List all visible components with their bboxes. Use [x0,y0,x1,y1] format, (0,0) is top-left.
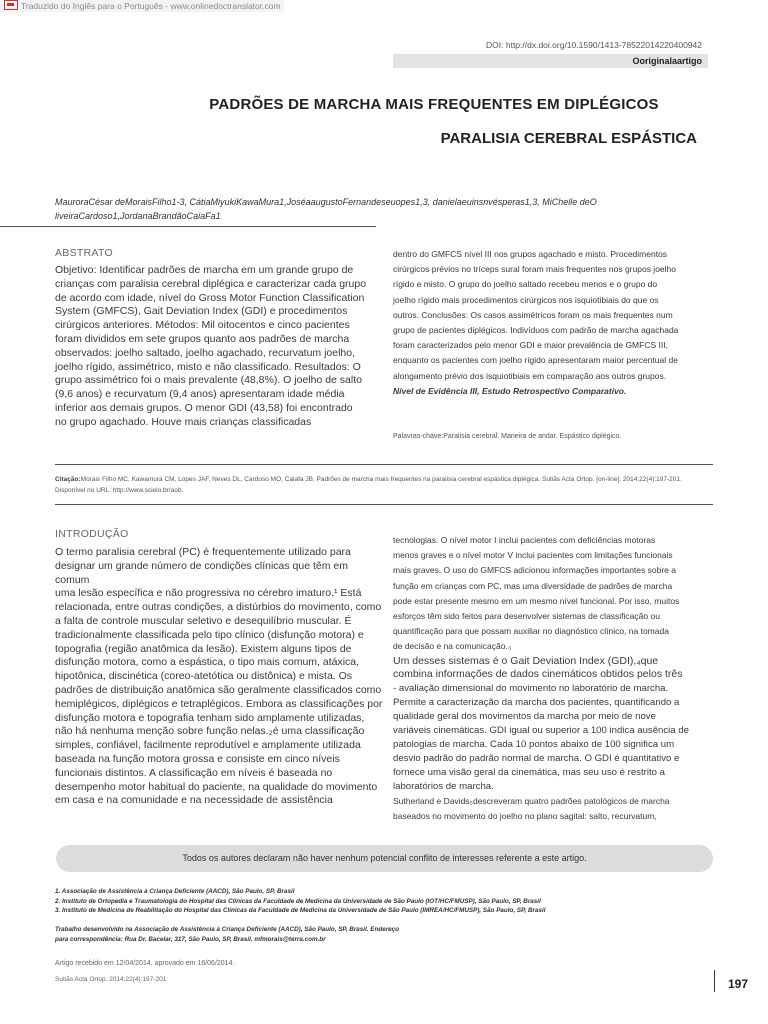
abstract-left-column: Objetivo: Identificar padrões de marcha em um grande grupo de crianças com paralisia cerebral diplégica e caracterizar cada grupo de acordo com idade, nível do Gross Motor Function Classification System (GMFCS), Gait Deviation Index (GDI) e procedimentos cirúrgicos anteriores. Métodos: Mil oitocentos e cinco pacientes foram divididos em sete grupos quanto aos padrões de marcha observados: joelho saltado, joelho agachado, recurvatum joelho, joelho rígido, assimétrico, misto e não classificado. Resultados: O grupo assimétrico foi o mais prevalente (48,8%). O joelho de salto (9,6 anos) e recurvatum (9,4 anos) apresentaram idade média inferior aos demais grupos. O menor GDI (43,58) foi encontrado no grupo agachado. Houve mais crianças classificadas [55,264,367,428]
abstract-rule-left [0,226,376,227]
intro-left-column: O termo paralisia cerebral (PC) é frequentemente utilizado para designar um grande número de condições clínicas que têm em comum uma lesão específica e não progressiva no cérebro imaturo.¹ Está relacionada, entre outras condições, a distúrbios do movimento, como a falta de controle muscular seletivo e desequilíbrio muscular. É tradicionalmente classificada pelo tipo clínico (disfunção motora) e topografia (região anatômica da lesão). Existem alguns tipos de disfunção motora, como a espástica, o tipo mais comum, atáxica, hipotônica, discinética (coreo-atetótica ou distônica) e mista. Os padrões de distribuição anatômica são geralmente classificados como hemiplégicos, diplégicos e tetraplégicos. Embora as classificações por disfunção motora e topografia tenham sido amplamente utilizadas, não há nenhuma menção sobre função nelas.₂é uma classificação simples, confiável, facilmente reprodutível e amplamente utilizada baseada na função motora grossa e consiste em cinco níveis funcionais distintos. A classificação em níveis é baseada no desempenho motor habitual do paciente, na qualidade do movimento em casa e na comunidade e na necessidade de assistência [55,546,383,807]
received-dates: Artigo recebido em 12/04/2014, aprovado em 16/06/2014. [55,960,235,967]
citation-rule-top [55,464,713,465]
doi-line: DOI: http://dx.doi.org/10.1590/1413-78522014220400942 [486,40,702,50]
citation-label: Citação: [55,476,81,483]
translator-text: Traduzido do Inglês para o Português - www.onlinedoctranslator.com [21,1,281,11]
intro-right-column [393,533,713,825]
abstract-right-column: dentro do GMFCS nível III nos grupos agachado e misto. Procedimentos cirúrgicos prévios no tríceps sural foram mais frequentes nos grupos joelho rígido e misto. O grupo do joelho saltado recebeu menos e o grupo do joelho rígido mais procedimentos cirúrgicos nos isquiotibiais do que os outros. Conclusões: Os casos assimétricos foram os mais frequentes num grupo de pacientes diplégicos. Indivíduos com padrão de marcha agachada foram caracterizados pelo menor GDI e maior prevalência de GMFCS III, enquanto os pacientes com joelho rígido apresentaram maior percentual de alongamento prévio dos isquiotibiais em comparação aos outros grupos. Nível de Evidência III, Estudo Retrospectivo Comparativo. [393,247,713,399]
citation [55,474,710,496]
affiliations: 1. Associação de Assistência à Criança Deficiente (AACD), São Paulo, SP, Brasil 2. Instituto de Ortopedia e Traumatologia do Hospital das Clínicas da Faculdade de Medicina da Universidade de São Paulo (IOT/HC/FMUSP), São Paulo, SP, Brasil 3. Instituto de Medicina de Reabilitação do Hospital das Clínicas da Faculdade de Medicina da Universidade de São Paulo (IMREA/HC/FMUSP), São Paulo, SP, Brasil [55,888,546,915]
evidence-level: Nível de Evidência III, Estudo Retrospectivo Comparativo. [393,385,627,396]
page-number: 197 [727,977,748,991]
article-type-bar [393,54,708,68]
work-address: Trabalho desenvolvido na Associação de Assistência à Criança Deficiente (AACD), São Paulo, SP, Brasil. Endereço para correspondência: Rua Dr. Bacelar, 317, São Paulo, SP, Brasil. mfmorais@terra.com.br [55,926,399,943]
intro-right-block-2: Um desses sistemas é o Gait Deviation Index (GDI),₄que combina informações de dados cinemáticos obtidos pelos três [393,654,683,681]
authors-line-1: MauroraCésar deMoraisFilho1-3, CátiaMiyukiKawaMura1,JoséaaugustoFernandeseuopes1,3, danielaeuinsnvésperas1,3, MiChelle deO [55,197,597,207]
citation-text: Morais Filho MC, Kawamura CM, Lopes JAF, Neves DL, Cardoso MO, Caiafa JB. Padrões de marcha mais frequentes na paralisia cerebral espástica diplégica. Sutiãs Acta Ortop. [on-line]. 2014;22(4):197-201. Disponível no URL: http://www.scielo.br/aob. [55,476,682,494]
citation-rule-bottom [55,504,713,505]
intro-right-block-1: tecnologias. O nível motor I inclui pacientes com deficiências motoras menos graves e o nível motor V inclui pacientes com limitações funcionais mais graves. O uso do GMFCS adicionou informações importantes sobre a função em crianças com PC, mas uma diversidade de padrões de marcha pode estar presente mesmo em um mesmo nível funcional. Por isso, muitos esforços têm sido feitos para desenvolver sistemas de classificação ou quantificação para que possam auxiliar no diagnóstico clínico, na tomada de decisão e na comunicação.₃ [393,535,680,652]
journal-ref: Sutiãs Acta Ortop. 2014;22(4):197-201 [55,976,167,983]
keywords: Palavras-chave:Paralisia cerebral. Maneira de andar. Espástico diplégico. [393,433,622,440]
article-type: Ooriginalaartigo [632,56,702,66]
title-line-1: PADRÕES DE MARCHA MAIS FREQUENTES EM DIPLÉGICOS [209,96,659,113]
authors [55,195,665,223]
translator-banner[interactable] [0,0,284,12]
intro-right-block-3: - avaliação dimensional do movimento no laboratório de marcha. Permite a caracterização da marcha dos pacientes, quantificando a qualidade geral dos movimentos da marcha por meio de nove variáveis cinemáticas. GDI igual ou superior a 100 indica ausência de patologias de marcha. Cada 10 pontos abaixo de 100 significa um desvio padrão do padrão normal de marcha. O GDI é quantitativo e fornece uma visão geral da cinemática, mas seu uso é restrito a laboratórios de marcha. [393,683,689,793]
translator-logo-icon [4,0,18,10]
authors-line-2: liveiraCardoso1,JordanaBrandãoCaiaFa1 [55,211,221,221]
intro-heading: INTRODUÇÃO [55,528,129,540]
intro-right-block-4: Sutherland e Davids₅descreveram quatro padrões patológicos de marcha baseados no movimento do joelho no plano sagital: salto, recurvatum, [393,796,670,822]
conflict-statement: Todos os autores declaram não haver nenhum potencial conflito de interesses referente a este artigo. [56,845,713,872]
abstract-heading: ABSTRATO [55,247,114,259]
title-line-2: PARALISIA CEREBRAL ESPÁSTICA [440,130,697,147]
page-number-rule [714,970,715,992]
